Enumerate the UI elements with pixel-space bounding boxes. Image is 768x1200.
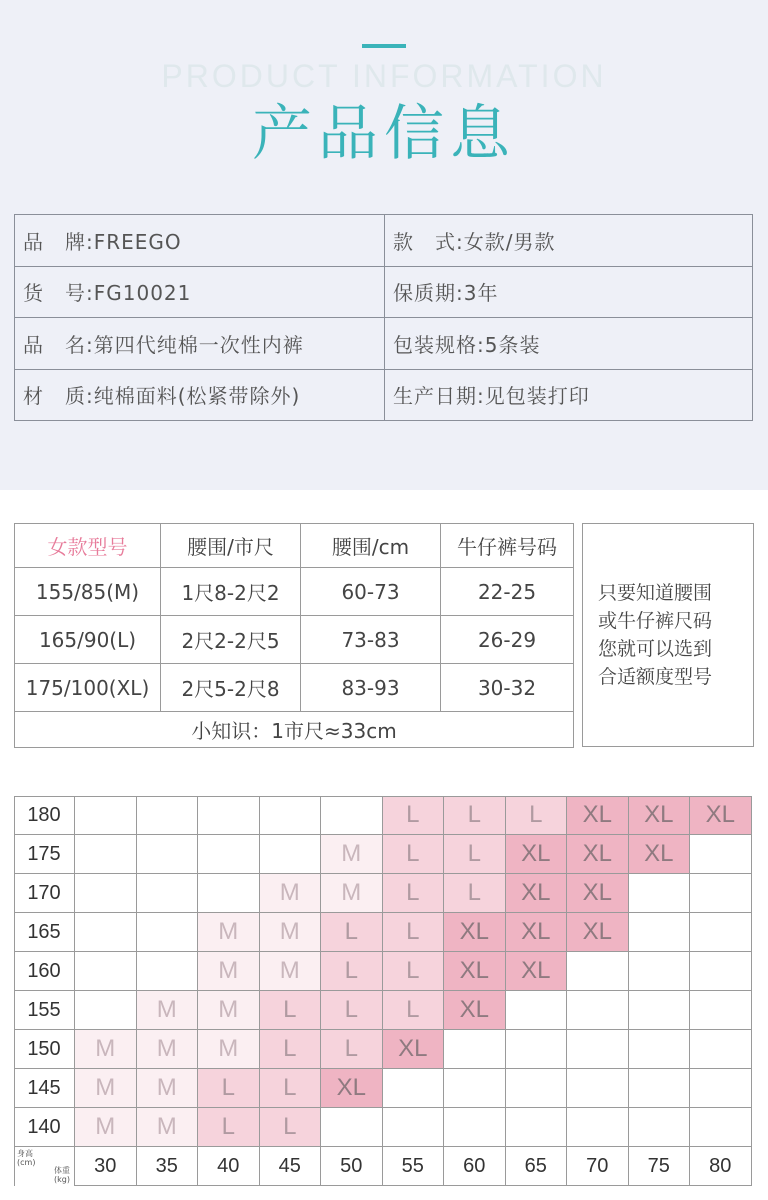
- size-cell: M: [137, 1108, 199, 1147]
- size-cell: L: [506, 796, 568, 835]
- size-cell: [690, 952, 752, 991]
- size-cell: [690, 1108, 752, 1147]
- size-cell: [506, 991, 568, 1030]
- size-cell: M: [198, 913, 260, 952]
- size-cell: [567, 991, 629, 1030]
- cell-waist-cm: 60-73: [301, 568, 441, 616]
- item-no-cell: 货 号:FG10021: [15, 266, 385, 318]
- size-cell: L: [383, 796, 445, 835]
- size-cell: [506, 1108, 568, 1147]
- size-cell: M: [321, 835, 383, 874]
- size-chart-grid: [14, 796, 752, 1186]
- corner-weight-label: 体重 (kg): [54, 1166, 70, 1184]
- size-cell: L: [383, 952, 445, 991]
- corner-height-label: 身高 (cm): [17, 1149, 36, 1167]
- size-cell: [383, 1069, 445, 1108]
- weight-label: 40: [198, 1147, 260, 1186]
- size-cell: M: [137, 1030, 199, 1069]
- size-cell: [629, 991, 691, 1030]
- size-cell: XL: [321, 1069, 383, 1108]
- size-cell: M: [260, 913, 322, 952]
- size-cell: L: [321, 952, 383, 991]
- size-cell: L: [321, 913, 383, 952]
- size-cell: L: [260, 991, 322, 1030]
- size-cell: [629, 874, 691, 913]
- tip-text: 小知识：1市尺≈33cm: [15, 712, 574, 748]
- size-cell: [444, 1030, 506, 1069]
- height-label: 155: [14, 991, 75, 1030]
- size-cell: XL: [629, 835, 691, 874]
- product-info-table: [14, 214, 753, 421]
- info-row: [15, 318, 753, 370]
- size-cell: [75, 835, 137, 874]
- size-cell: M: [260, 874, 322, 913]
- size-cell: L: [198, 1069, 260, 1108]
- table-row: [15, 616, 574, 664]
- size-cell: [567, 952, 629, 991]
- size-cell: [137, 835, 199, 874]
- size-cell: [198, 835, 260, 874]
- size-cell: [690, 1030, 752, 1069]
- en-title: PRODUCT INFORMATION: [161, 58, 607, 94]
- size-cell: [75, 913, 137, 952]
- size-cell: L: [260, 1069, 322, 1108]
- size-guide-table: [14, 523, 574, 748]
- size-cell: [690, 913, 752, 952]
- size-cell: XL: [506, 913, 568, 952]
- info-row: [15, 215, 753, 267]
- product-name-cell: 品 名:第四代纯棉一次性内裤: [15, 318, 385, 370]
- size-cell: [321, 1108, 383, 1147]
- size-cell: XL: [444, 991, 506, 1030]
- info-row: [15, 369, 753, 421]
- size-cell: L: [260, 1108, 322, 1147]
- production-date-cell: 生产日期:见包装打印: [385, 369, 753, 421]
- size-chart: [14, 796, 752, 1186]
- tip-row: [15, 712, 574, 748]
- size-cell: XL: [690, 796, 752, 835]
- cell-model: 165/90(L): [15, 616, 161, 664]
- height-label: 180: [14, 796, 75, 835]
- weight-label: 30: [75, 1147, 137, 1186]
- size-cell: [75, 796, 137, 835]
- cell-model: 175/100(XL): [15, 664, 161, 712]
- note-line: 或牛仔裤尺码: [598, 610, 713, 632]
- size-cell: L: [260, 1030, 322, 1069]
- size-cell: [690, 874, 752, 913]
- cell-jeans: 22-25: [441, 568, 574, 616]
- weight-label: 65: [506, 1147, 568, 1186]
- size-cell: [198, 874, 260, 913]
- note-line: 只要知道腰围: [598, 582, 713, 604]
- size-cell: [629, 1108, 691, 1147]
- note-line: 您就可以选到: [598, 638, 713, 660]
- table-row: [15, 568, 574, 616]
- weight-label: 45: [260, 1147, 322, 1186]
- size-cell: M: [321, 874, 383, 913]
- size-cell: [690, 991, 752, 1030]
- weight-label: 70: [567, 1147, 629, 1186]
- size-cell: [629, 1069, 691, 1108]
- note-text: [598, 579, 738, 691]
- size-cell: [260, 796, 322, 835]
- package-cell: 包装规格:5条装: [385, 318, 753, 370]
- size-cell: [567, 1030, 629, 1069]
- size-cell: L: [198, 1108, 260, 1147]
- weight-label: 55: [383, 1147, 445, 1186]
- size-cell: XL: [567, 835, 629, 874]
- height-label: 175: [14, 835, 75, 874]
- size-cell: L: [383, 874, 445, 913]
- size-cell: L: [444, 835, 506, 874]
- style-cell: 款 式:女款/男款: [385, 215, 753, 267]
- size-cell: [75, 952, 137, 991]
- size-cell: [137, 952, 199, 991]
- size-cell: [506, 1030, 568, 1069]
- cell-waist-chi: 1尺8-2尺2: [161, 568, 301, 616]
- size-cell: [567, 1069, 629, 1108]
- size-cell: [629, 913, 691, 952]
- cell-waist-chi: 2尺2-2尺5: [161, 616, 301, 664]
- size-cell: M: [260, 952, 322, 991]
- axis-corner: [14, 1147, 75, 1186]
- size-cell: [137, 796, 199, 835]
- size-cell: M: [198, 1030, 260, 1069]
- size-cell: [444, 1069, 506, 1108]
- cell-jeans: 30-32: [441, 664, 574, 712]
- size-cell: XL: [567, 874, 629, 913]
- size-cell: [321, 796, 383, 835]
- size-cell: [690, 1069, 752, 1108]
- height-label: 140: [14, 1108, 75, 1147]
- size-cell: XL: [506, 835, 568, 874]
- size-cell: XL: [629, 796, 691, 835]
- size-cell: [75, 874, 137, 913]
- header-jeans-size: 牛仔裤号码: [441, 524, 574, 568]
- size-cell: L: [321, 1030, 383, 1069]
- size-cell: [137, 913, 199, 952]
- size-cell: M: [198, 991, 260, 1030]
- height-label: 170: [14, 874, 75, 913]
- material-cell: 材 质:纯棉面料(松紧带除外): [15, 369, 385, 421]
- accent-bar: [362, 44, 406, 48]
- size-cell: XL: [506, 874, 568, 913]
- height-label: 150: [14, 1030, 75, 1069]
- size-guide-header-row: [15, 524, 574, 568]
- size-cell: L: [321, 991, 383, 1030]
- size-cell: XL: [567, 913, 629, 952]
- product-info-section: [0, 0, 768, 490]
- size-cell: M: [75, 1030, 137, 1069]
- weight-label: 80: [690, 1147, 752, 1186]
- cell-waist-cm: 83-93: [301, 664, 441, 712]
- size-cell: L: [383, 835, 445, 874]
- size-cell: XL: [567, 796, 629, 835]
- weight-label: 50: [321, 1147, 383, 1186]
- height-label: 145: [14, 1069, 75, 1108]
- height-label: 160: [14, 952, 75, 991]
- size-cell: [567, 1108, 629, 1147]
- size-cell: L: [383, 913, 445, 952]
- size-cell: M: [75, 1108, 137, 1147]
- height-label: 165: [14, 913, 75, 952]
- weight-label: 35: [137, 1147, 199, 1186]
- size-cell: XL: [506, 952, 568, 991]
- info-row: [15, 266, 753, 318]
- size-cell: [629, 952, 691, 991]
- size-cell: [75, 991, 137, 1030]
- size-cell: XL: [444, 913, 506, 952]
- weight-label: 60: [444, 1147, 506, 1186]
- size-cell: [137, 874, 199, 913]
- size-cell: [444, 1108, 506, 1147]
- header-waist-cm: 腰围/cm: [301, 524, 441, 568]
- shelf-life-cell: 保质期:3年: [385, 266, 753, 318]
- brand-cell: 品 牌:FREEGO: [15, 215, 385, 267]
- size-cell: XL: [444, 952, 506, 991]
- note-box: [582, 523, 754, 747]
- size-cell: L: [383, 991, 445, 1030]
- cell-waist-cm: 73-83: [301, 616, 441, 664]
- size-cell: L: [444, 796, 506, 835]
- header-model: 女款型号: [15, 524, 161, 568]
- cell-model: 155/85(M): [15, 568, 161, 616]
- table-row: [15, 664, 574, 712]
- cell-waist-chi: 2尺5-2尺8: [161, 664, 301, 712]
- page-title: 产品信息: [252, 99, 516, 169]
- size-cell: M: [75, 1069, 137, 1108]
- size-cell: L: [444, 874, 506, 913]
- size-cell: [690, 835, 752, 874]
- size-cell: M: [198, 952, 260, 991]
- size-cell: [383, 1108, 445, 1147]
- weight-label: 75: [629, 1147, 691, 1186]
- size-cell: [260, 835, 322, 874]
- note-line: 合适额度型号: [598, 666, 713, 688]
- size-cell: XL: [383, 1030, 445, 1069]
- size-cell: M: [137, 991, 199, 1030]
- size-cell: M: [137, 1069, 199, 1108]
- size-cell: [506, 1069, 568, 1108]
- size-cell: [198, 796, 260, 835]
- cell-jeans: 26-29: [441, 616, 574, 664]
- size-cell: [629, 1030, 691, 1069]
- header-waist-chi: 腰围/市尺: [161, 524, 301, 568]
